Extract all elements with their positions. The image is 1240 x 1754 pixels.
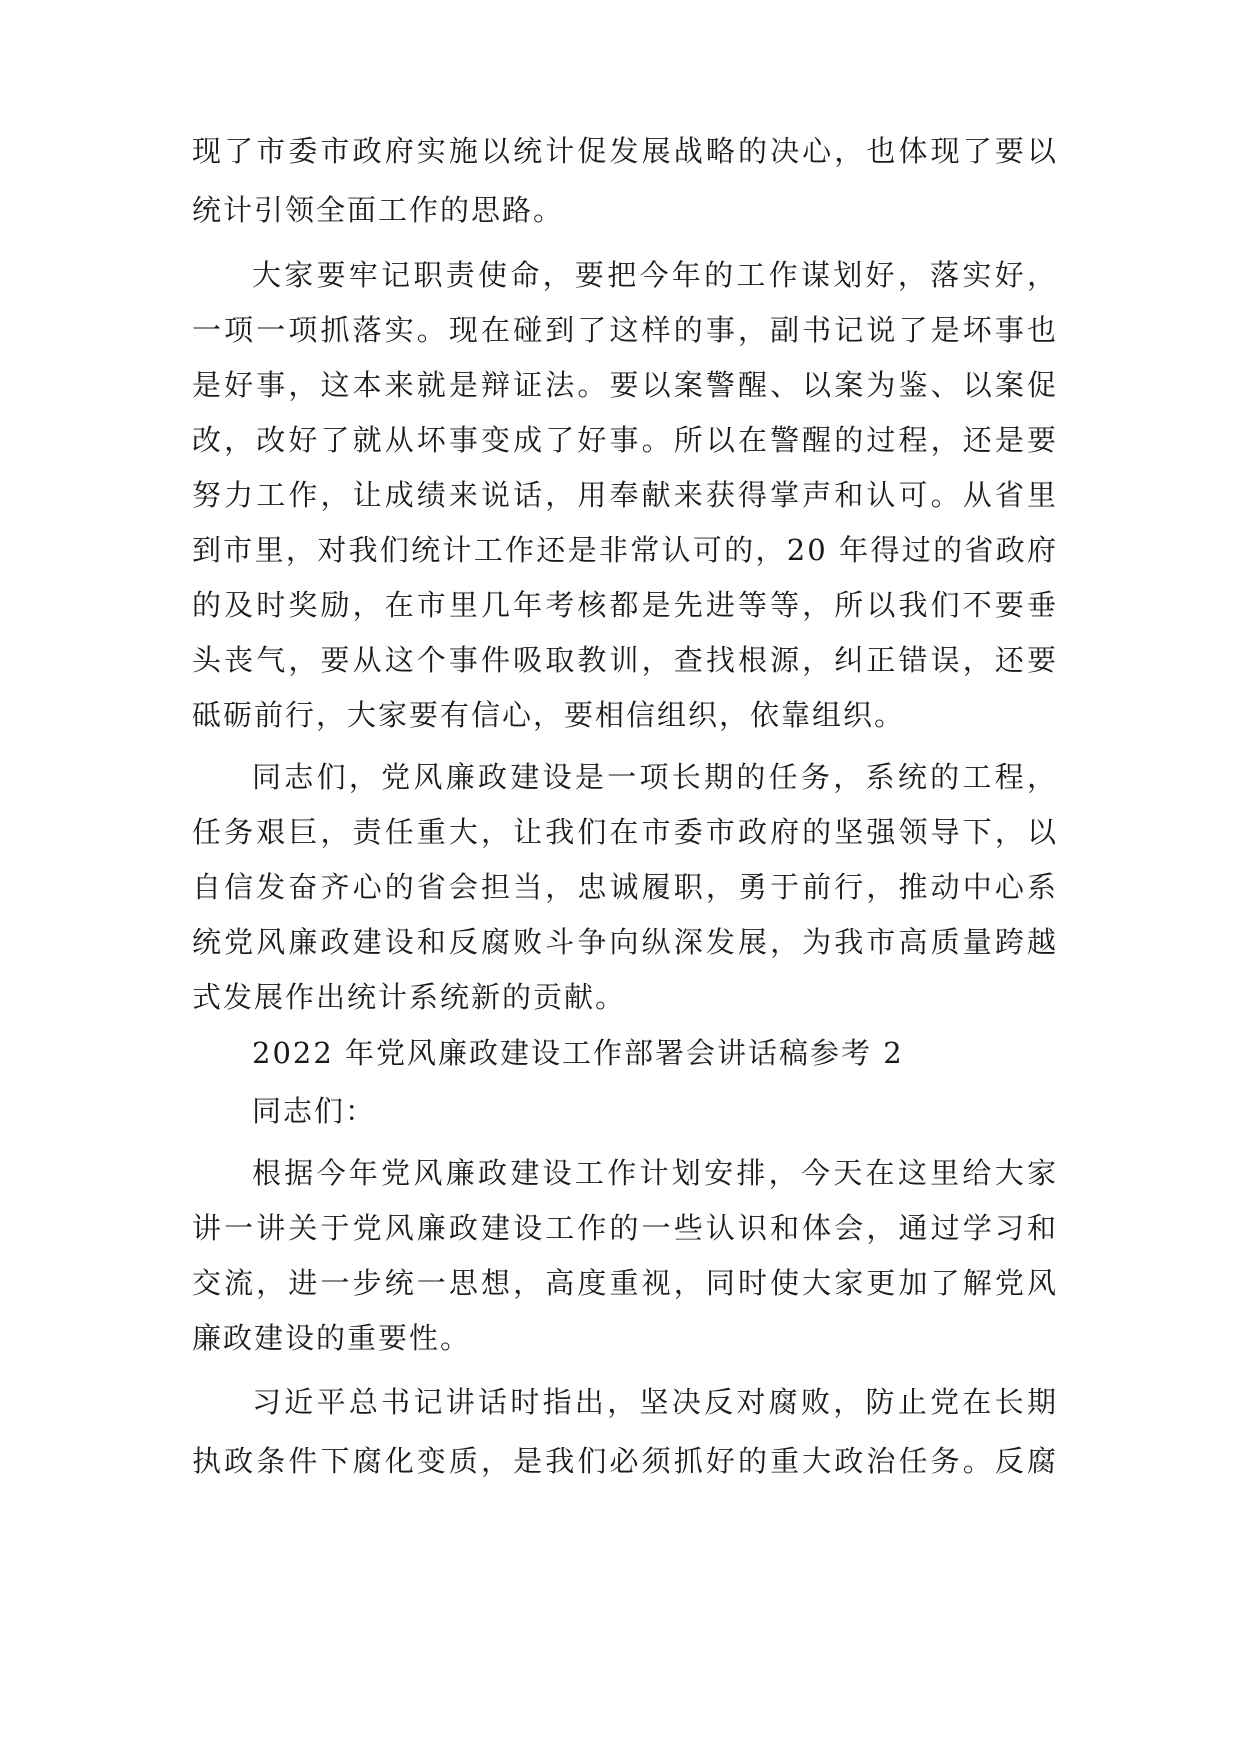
text-line: 统党风廉政建设和反腐败斗争向纵深发展，为我市高质量跨越 — [192, 925, 1058, 959]
salutation: 同志们： — [252, 1094, 377, 1128]
paragraph-start-line: 习近平总书记讲话时指出，坚决反对腐败，防止党在长期 — [252, 1385, 1058, 1419]
text-line: 自信发奋齐心的省会担当，忠诚履职，勇于前行，推动中心系 — [192, 870, 1058, 904]
text-line: 廉政建设的重要性。 — [192, 1321, 472, 1355]
text-line: 现了市委市政府实施以统计促发展战略的决心，也体现了要以 — [192, 134, 1058, 168]
text-line: 到市里，对我们统计工作还是非常认可的，20 年得过的省政府 — [192, 533, 1058, 567]
text-line: 的及时奖励，在市里几年考核都是先进等等，所以我们不要垂 — [192, 588, 1058, 622]
text-line: 讲一讲关于党风廉政建设工作的一些认识和体会，通过学习和 — [192, 1211, 1058, 1245]
text-line: 努力工作，让成绩来说话，用奉献来获得掌声和认可。从省里 — [192, 478, 1058, 512]
text-line: 一项一项抓落实。现在碰到了这样的事，副书记说了是坏事也 — [192, 313, 1058, 347]
text-line: 改，改好了就从坏事变成了好事。所以在警醒的过程，还是要 — [192, 423, 1058, 457]
text-line: 是好事，这本来就是辩证法。要以案警醒、以案为鉴、以案促 — [192, 368, 1058, 402]
text-line: 砥砺前行，大家要有信心，要相信组织，依靠组织。 — [192, 698, 906, 732]
text-line: 头丧气，要从这个事件吸取教训，查找根源，纠正错误，还要 — [192, 643, 1058, 677]
text-line: 式发展作出统计系统新的贡献。 — [192, 980, 627, 1014]
paragraph-start-line: 大家要牢记职责使命，要把今年的工作谋划好，落实好， — [252, 258, 1058, 292]
paragraph-start-line: 根据今年党风廉政建设工作计划安排，今天在这里给大家 — [252, 1156, 1058, 1190]
section-heading: 2022 年党风廉政建设工作部署会讲话稿参考 2 — [252, 1036, 904, 1070]
paragraph-start-line: 同志们，党风廉政建设是一项长期的任务，系统的工程， — [252, 760, 1058, 794]
text-line: 执政条件下腐化变质，是我们必须抓好的重大政治任务。反腐 — [192, 1444, 1058, 1478]
text-line: 统计引领全面工作的思路。 — [192, 193, 565, 227]
text-line: 任务艰巨，责任重大，让我们在市委市政府的坚强领导下，以 — [192, 815, 1058, 849]
text-line: 交流，进一步统一思想，高度重视，同时使大家更加了解党风 — [192, 1266, 1058, 1300]
